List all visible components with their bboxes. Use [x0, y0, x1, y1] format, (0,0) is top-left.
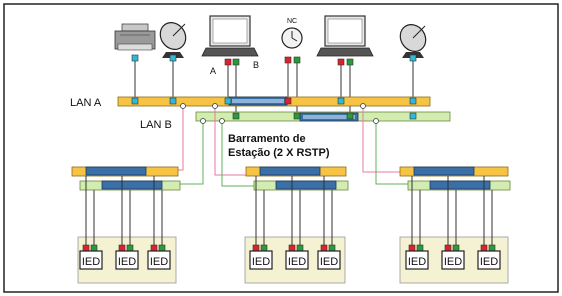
ied-port-b: [91, 245, 97, 251]
satellite-dish-icon: [155, 18, 191, 58]
ied-port-a: [445, 245, 451, 251]
bay-switch-b: [276, 181, 336, 189]
printer-icon: [115, 24, 155, 50]
ied-port-b: [453, 245, 459, 251]
ied-port-a: [151, 245, 157, 251]
laptop-left-port-a: [225, 59, 231, 65]
laptop-left-port-b: [233, 59, 239, 65]
bay-3: [400, 167, 510, 269]
ied-port-b: [489, 245, 495, 251]
ied-label: IED: [287, 256, 307, 268]
laptop-icon: [317, 16, 373, 56]
dish-left-port: [170, 55, 176, 61]
device-drop-lines: [135, 60, 413, 116]
station-bus-label-line1: Barramento de: [228, 133, 306, 145]
ied-port-b: [297, 245, 303, 251]
ied-label: IED: [149, 256, 169, 268]
station-switch-a: [229, 97, 287, 105]
bay-switch-a: [414, 167, 474, 175]
ied-port-a: [119, 245, 125, 251]
laptop-right-port-b: [347, 59, 353, 65]
bay-switch-b: [430, 181, 490, 189]
ied-port-a: [409, 245, 415, 251]
bay-2: [246, 167, 348, 269]
ied-label: IED: [479, 256, 499, 268]
clock-port-b: [294, 57, 300, 63]
printer-port: [132, 55, 138, 61]
port-b-label: B: [253, 60, 260, 70]
ied-port-a: [481, 245, 487, 251]
nc-label: NC: [287, 18, 298, 25]
ied-port-b: [127, 245, 133, 251]
ied-label: IED: [117, 256, 137, 268]
ied-port-a: [289, 245, 295, 251]
lan-b-label: LAN B: [140, 119, 172, 131]
laptop-icon: [202, 16, 258, 56]
laptop-right-port-a: [338, 59, 344, 65]
satellite-dish-icon: [395, 20, 431, 58]
port-a-label: A: [210, 66, 217, 76]
ied-port-a: [253, 245, 259, 251]
bay-1: [72, 167, 180, 269]
bay-switch-b: [102, 181, 162, 189]
ied-label: IED: [319, 256, 339, 268]
lan-a-label: LAN A: [70, 97, 102, 109]
ied-label: IED: [443, 256, 463, 268]
ied-port-b: [417, 245, 423, 251]
station-bus-label-line2: Estação (2 X RSTP): [228, 147, 330, 159]
clock-icon: [282, 28, 302, 48]
ied-label: IED: [251, 256, 271, 268]
ied-port-b: [329, 245, 335, 251]
dish-right-port: [410, 55, 416, 61]
ied-label: IED: [81, 256, 101, 268]
bays: [72, 167, 510, 269]
ied-label: IED: [407, 256, 427, 268]
ied-port-a: [83, 245, 89, 251]
ied-port-b: [261, 245, 267, 251]
bay-switch-a: [86, 167, 146, 175]
ied-port-a: [321, 245, 327, 251]
clock-port-a: [285, 57, 291, 63]
ied-port-b: [159, 245, 165, 251]
bay-switch-a: [260, 167, 320, 175]
